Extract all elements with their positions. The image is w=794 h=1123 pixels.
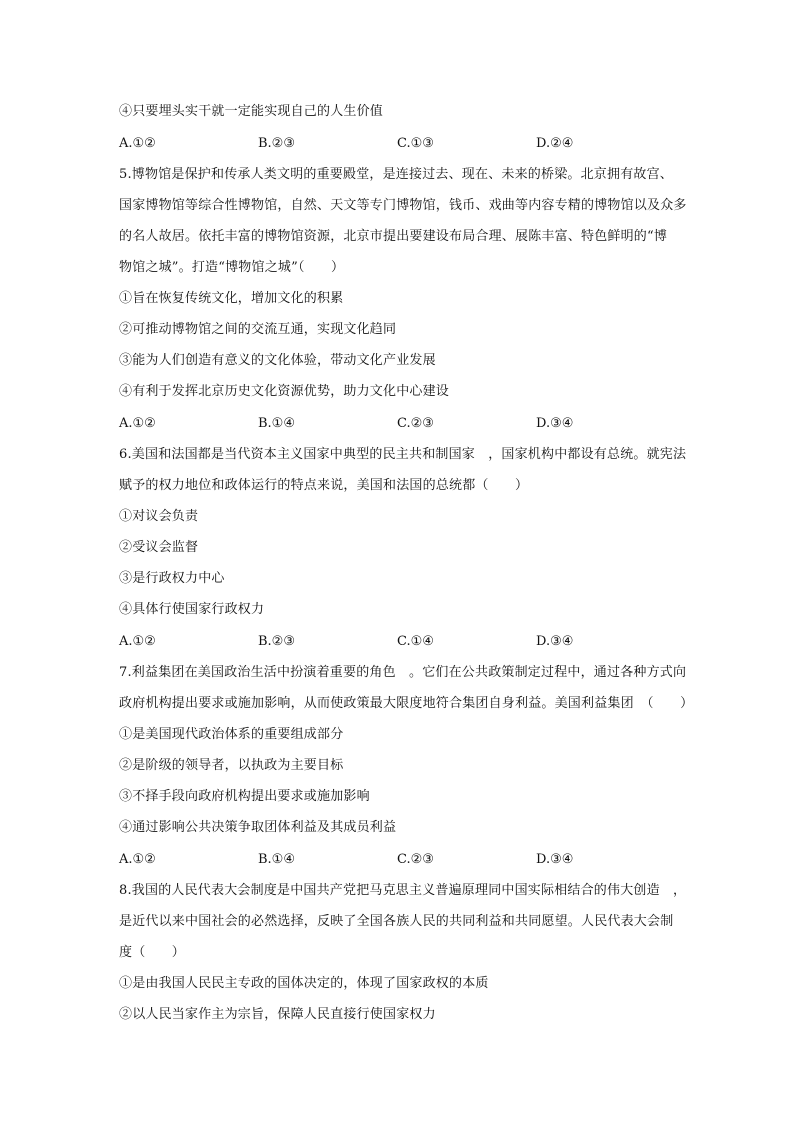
q7-option-c: C.②③ <box>397 852 434 867</box>
q5-stem-line-4: 物馆之城”。打造“博物馆之城”（ ） <box>119 260 345 275</box>
q5-option-b: B.①④ <box>258 416 295 431</box>
q8-stem-line-3: 度（ ） <box>119 945 186 960</box>
q6-option-c: C.①④ <box>397 634 434 649</box>
q7-stem-line-1: 7.利益集团在美国政治生活中扮演着重要的角色 。它们在公共政策制定过程中，通过各种方式向 <box>119 665 687 680</box>
q6-item-1: ①对议会负责 <box>119 509 199 524</box>
q4-option-b: B.②③ <box>258 136 295 151</box>
q4-options <box>119 136 679 152</box>
q8-item-2: ②以人民当家作主为宗旨，保障人民直接行使国家权力 <box>119 1007 436 1022</box>
q7-item-2: ②是阶级的领导者，以执政为主要目标 <box>119 758 344 773</box>
q6-options <box>119 634 679 650</box>
q6-option-a: A.①② <box>119 634 156 649</box>
q8-stem-line-2: 是近代以来中国社会的必然选择，反映了全国各族人民的共同利益和共同愿望。人民代表大会制 <box>119 914 674 929</box>
q6-stem-line-2: 赋予的权力地位和政体运行的特点来说，美国和法国的总统都（ ） <box>119 478 529 493</box>
q7-option-b: B.①④ <box>258 852 295 867</box>
q5-option-d: D.③④ <box>536 416 574 431</box>
q7-item-3: ③不择手段向政府机构提出要求或施加影响 <box>119 789 370 804</box>
q5-stem-line-1: 5.博物馆是保护和传承人类文明的重要殿堂，是连接过去、现在、未来的桥梁。北京拥有故宫、 <box>119 167 674 182</box>
q6-item-2: ②受议会监督 <box>119 540 199 555</box>
q7-stem-line-2: 政府机构提出要求或施加影响，从而使政策最大限度地符合集团自身利益。美国利益集团 （ ） <box>119 696 694 711</box>
q7-item-1: ①是美国现代政治体系的重要组成部分 <box>119 727 344 742</box>
q6-option-d: D.③④ <box>536 634 574 649</box>
q7-item-4: ④通过影响公共决策争取团体利益及其成员利益 <box>119 820 397 835</box>
q5-options <box>119 416 679 432</box>
q8-stem-line-1: 8.我国的人民代表大会制度是中国共产党把马克思主义普遍原理同中国实际相结合的伟大创造 ， <box>119 883 687 898</box>
q6-item-3: ③是行政权力中心 <box>119 571 225 586</box>
q5-item-1: ①旨在恢复传统文化，增加文化的积累 <box>119 291 344 306</box>
q5-option-a: A.①② <box>119 416 156 431</box>
q7-option-d: D.③④ <box>536 852 574 867</box>
q5-item-4: ④有利于发挥北京历史文化资源优势，助力文化中心建设 <box>119 384 450 399</box>
q5-item-3: ③能为人们创造有意义的文化体验，带动文化产业发展 <box>119 353 436 368</box>
q6-item-4: ④具体行使国家行政权力 <box>119 602 265 617</box>
q6-option-b: B.②③ <box>258 634 295 649</box>
q5-stem-line-2: 国家博物馆等综合性博物馆，自然、天文等专门博物馆，钱币、戏曲等内容专精的博物馆以及众多 <box>119 198 687 213</box>
q4-option-c: C.①③ <box>397 136 434 151</box>
q8-item-1: ①是由我国人民民主专政的国体决定的，体现了国家政权的本质 <box>119 976 489 991</box>
q7-option-a: A.①② <box>119 852 156 867</box>
q7-options <box>119 852 679 868</box>
q6-stem-line-1: 6.美国和法国都是当代资本主义国家中典型的民主共和制国家 ，国家机构中都设有总统。就宪法 <box>119 447 687 462</box>
q5-stem-line-3: 的名人故居。依托丰富的博物馆资源，北京市提出要建设布局合理、展陈丰富、特色鲜明的“博 <box>119 229 668 244</box>
q5-option-c: C.②③ <box>397 416 434 431</box>
q4-item-4: ④只要埋头实干就一定能实现自己的人生价值 <box>119 104 384 119</box>
q5-item-2: ②可推动博物馆之间的交流互通，实现文化趋同 <box>119 322 397 337</box>
q4-option-a: A.①② <box>119 136 156 151</box>
q4-option-d: D.②④ <box>536 136 574 151</box>
